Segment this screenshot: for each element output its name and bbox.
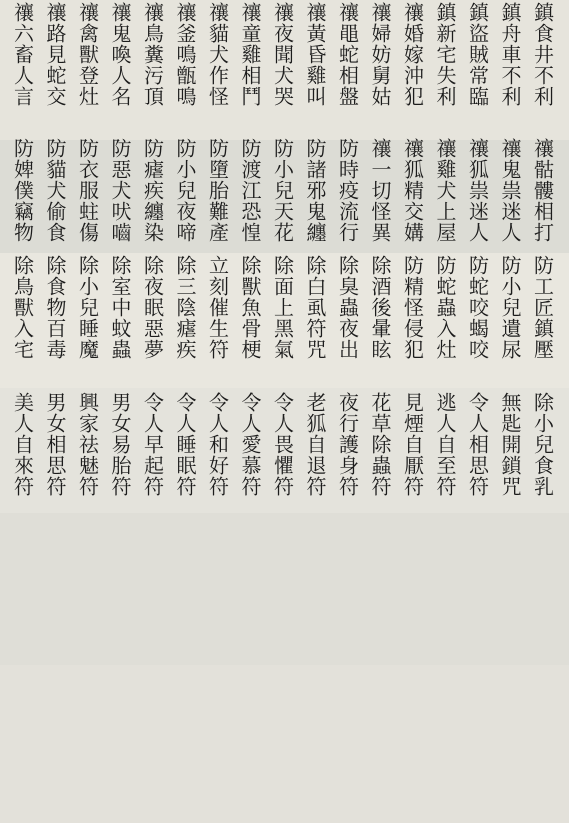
column-entry: 禳鬼喚人名	[108, 2, 132, 107]
column-entry: 禳童雞相鬥	[238, 2, 262, 107]
column-entry: 禳婚嫁沖犯	[400, 2, 425, 107]
column-entry: 除夜眠惡夢	[140, 255, 165, 360]
column-entry: 防小兒天花	[270, 138, 295, 243]
column-entry: 禳貓犬作怪	[205, 2, 230, 107]
column-entry: 防諸邪鬼纏	[303, 138, 327, 243]
column-entry: 防小兒遺尿	[498, 255, 522, 360]
column-entry: 除獸魚骨梗	[238, 255, 262, 360]
column-entry: 令人相思符	[465, 392, 490, 497]
column-entry: 興家祛魅符	[75, 392, 100, 497]
column-entry: 防衣服蛀傷	[75, 138, 100, 243]
column-entry: 禳黽蛇相盤	[335, 2, 360, 107]
column-entry: 防蛇咬蝎咬	[465, 255, 490, 360]
column-entry: 美人自來符	[10, 392, 35, 497]
column-entry: 禳禽獸登灶	[75, 2, 100, 107]
column-entry: 鎮食井不利	[530, 2, 555, 107]
column-entry: 除三陰瘧疾	[173, 255, 197, 360]
column-entry: 防精怪侵犯	[400, 255, 425, 360]
column-entry: 防時疫流行	[335, 138, 360, 243]
column-entry: 鎮盜賊常臨	[465, 2, 490, 107]
column-entry: 防瘧疾纏染	[140, 138, 165, 243]
column-entry: 老狐自退符	[303, 392, 327, 497]
column-entry: 見煙自厭符	[400, 392, 425, 497]
column-entry: 禳六畜人言	[10, 2, 35, 107]
section-band	[0, 665, 569, 823]
column-entry: 除小兒睡魔	[75, 255, 100, 360]
column-entry: 鎮新宅失利	[433, 2, 457, 107]
column-entry: 防惡犬吠嚙	[108, 138, 132, 243]
column-entry: 防墮胎難產	[205, 138, 230, 243]
column-entry: 防蛇蟲入灶	[433, 255, 457, 360]
column-entry: 防婢僕竊物	[10, 138, 35, 243]
column-entry: 除面上黑氣	[270, 255, 295, 360]
column-entry: 禳鬼祟迷人	[498, 138, 522, 243]
column-entry: 除鳥獸入宅	[10, 255, 35, 360]
column-entry: 除食物百毒	[43, 255, 67, 360]
column-entry: 令人早起符	[140, 392, 165, 497]
column-entry: 禳黃昏雞叫	[303, 2, 327, 107]
column-entry: 禳骷髏相打	[530, 138, 555, 243]
column-entry: 令人愛慕符	[238, 392, 262, 497]
column-entry: 禳婦妨舅姑	[368, 2, 392, 107]
column-entry: 男女相思符	[43, 392, 67, 497]
column-entry: 禳一切怪異	[368, 138, 392, 243]
column-entry: 除小兒食乳	[530, 392, 555, 497]
column-entry: 防貓犬偷食	[43, 138, 67, 243]
column-entry: 禳狐精交媾	[400, 138, 425, 243]
column-entry: 除酒後暈眩	[368, 255, 392, 360]
column-entry: 防小兒夜啼	[173, 138, 197, 243]
column-entry: 逃人自至符	[433, 392, 457, 497]
column-entry: 防工匠鎮壓	[530, 255, 555, 360]
column-entry: 無匙開鎖咒	[498, 392, 522, 497]
column-entry: 禳路見蛇交	[43, 2, 67, 107]
column-entry: 令人和好符	[205, 392, 230, 497]
column-entry: 禳釜鳴甑鳴	[173, 2, 197, 107]
column-entry: 除白虱符咒	[303, 255, 327, 360]
column-entry: 立刻催生符	[205, 255, 230, 360]
column-entry: 令人睡眠符	[173, 392, 197, 497]
column-entry: 男女易胎符	[108, 392, 132, 497]
section-band	[0, 513, 569, 665]
column-entry: 令人畏懼符	[270, 392, 295, 497]
column-entry: 禳狐祟迷人	[465, 138, 490, 243]
column-entry: 禳鳥糞污頂	[140, 2, 165, 107]
column-entry: 防渡江恐惶	[238, 138, 262, 243]
column-entry: 除室中蚊蟲	[108, 255, 132, 360]
column-entry: 禳夜聞犬哭	[270, 2, 295, 107]
column-entry: 夜行護身符	[335, 392, 360, 497]
column-entry: 鎮舟車不利	[498, 2, 522, 107]
column-entry: 禳雞犬上屋	[433, 138, 457, 243]
column-entry: 除臭蟲夜出	[335, 255, 360, 360]
column-entry: 花草除蟲符	[368, 392, 392, 497]
